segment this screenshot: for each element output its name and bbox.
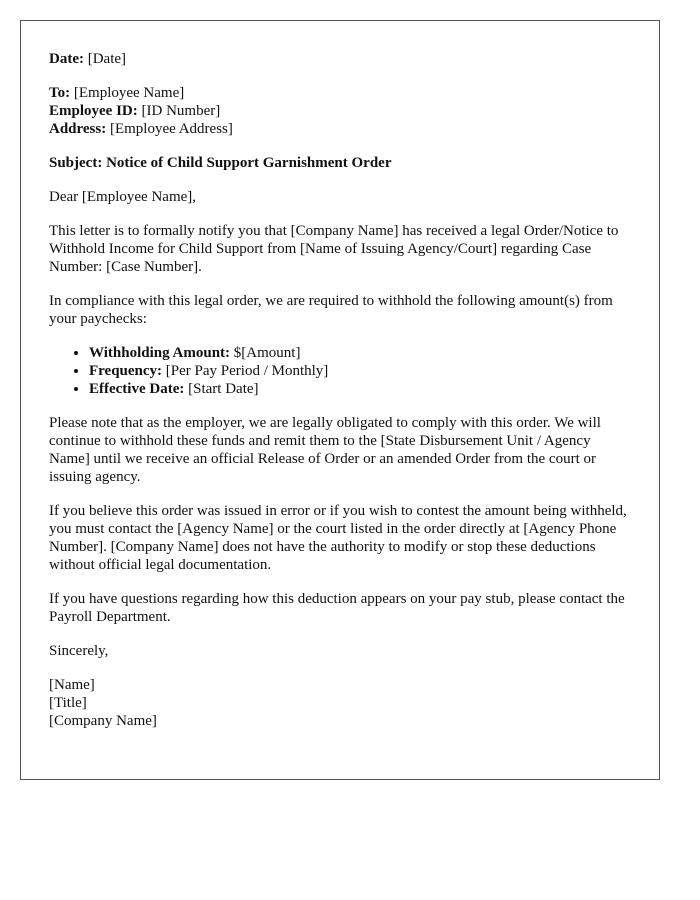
list-item <box>89 344 631 362</box>
list-item <box>89 362 631 380</box>
signature-block <box>49 676 631 730</box>
date-label: Date: <box>49 51 84 67</box>
employee-id-label: Employee ID: <box>49 103 138 119</box>
to-value: [Employee Name] <box>73 85 185 101</box>
intro-paragraph: This letter is to formally notify you that [Company Name] has received a legal Order/Notice to Withhold Income for Child Support from [Name of Issuing Agency/Court] regarding Case Number: [Case Number]. <box>49 223 619 275</box>
address-line <box>49 120 631 138</box>
signature-name: [Name] <box>49 677 95 693</box>
employee-id-value: [ID Number] <box>141 103 221 119</box>
subject-line: Subject: Notice of Child Support Garnishment Order <box>49 155 392 171</box>
to-label: To: <box>49 85 71 101</box>
date-value: [Date] <box>87 51 127 67</box>
list-item <box>89 380 631 398</box>
term-label: Effective Date: <box>89 381 185 397</box>
letter-page <box>20 20 660 780</box>
term-label: Withholding Amount: <box>89 345 231 361</box>
questions-paragraph: If you have questions regarding how this deduction appears on your pay stub, please contact the Payroll Department. <box>49 591 625 625</box>
closing: Sincerely, <box>49 643 109 659</box>
employee-id-line <box>49 102 631 120</box>
term-value: [Per Pay Period / Monthly] <box>165 363 329 379</box>
signature-company: [Company Name] <box>49 713 157 729</box>
withholding-terms-list <box>49 344 631 398</box>
term-label: Frequency: <box>89 363 163 379</box>
address-label: Address: <box>49 121 107 137</box>
recipient-block <box>49 84 631 138</box>
compliance-paragraph: In compliance with this legal order, we are required to withhold the following amount(s) from your paychecks: <box>49 293 613 327</box>
term-value: [Start Date] <box>188 381 259 397</box>
signature-title: [Title] <box>49 695 87 711</box>
to-line <box>49 84 631 102</box>
salutation: Dear [Employee Name], <box>49 189 197 205</box>
obligation-paragraph: Please note that as the employer, we are legally obligated to comply with this order. We will continue to withhold these funds and remit them to the [State Disbursement Unit / Agency Name] until we receive an official Release of Order or an amended Order from the court or issuing agency. <box>49 415 601 485</box>
date-line <box>49 50 631 68</box>
contest-paragraph: If you believe this order was issued in error or if you wish to contest the amount being withheld, you must contact the [Agency Name] or the court listed in the order directly at [Agency Phone Number]. [Company Name] does not have the authority to modify or stop these deductions without official legal documentation. <box>49 503 627 573</box>
address-value: [Employee Address] <box>109 121 233 137</box>
term-value: $[Amount] <box>233 345 301 361</box>
